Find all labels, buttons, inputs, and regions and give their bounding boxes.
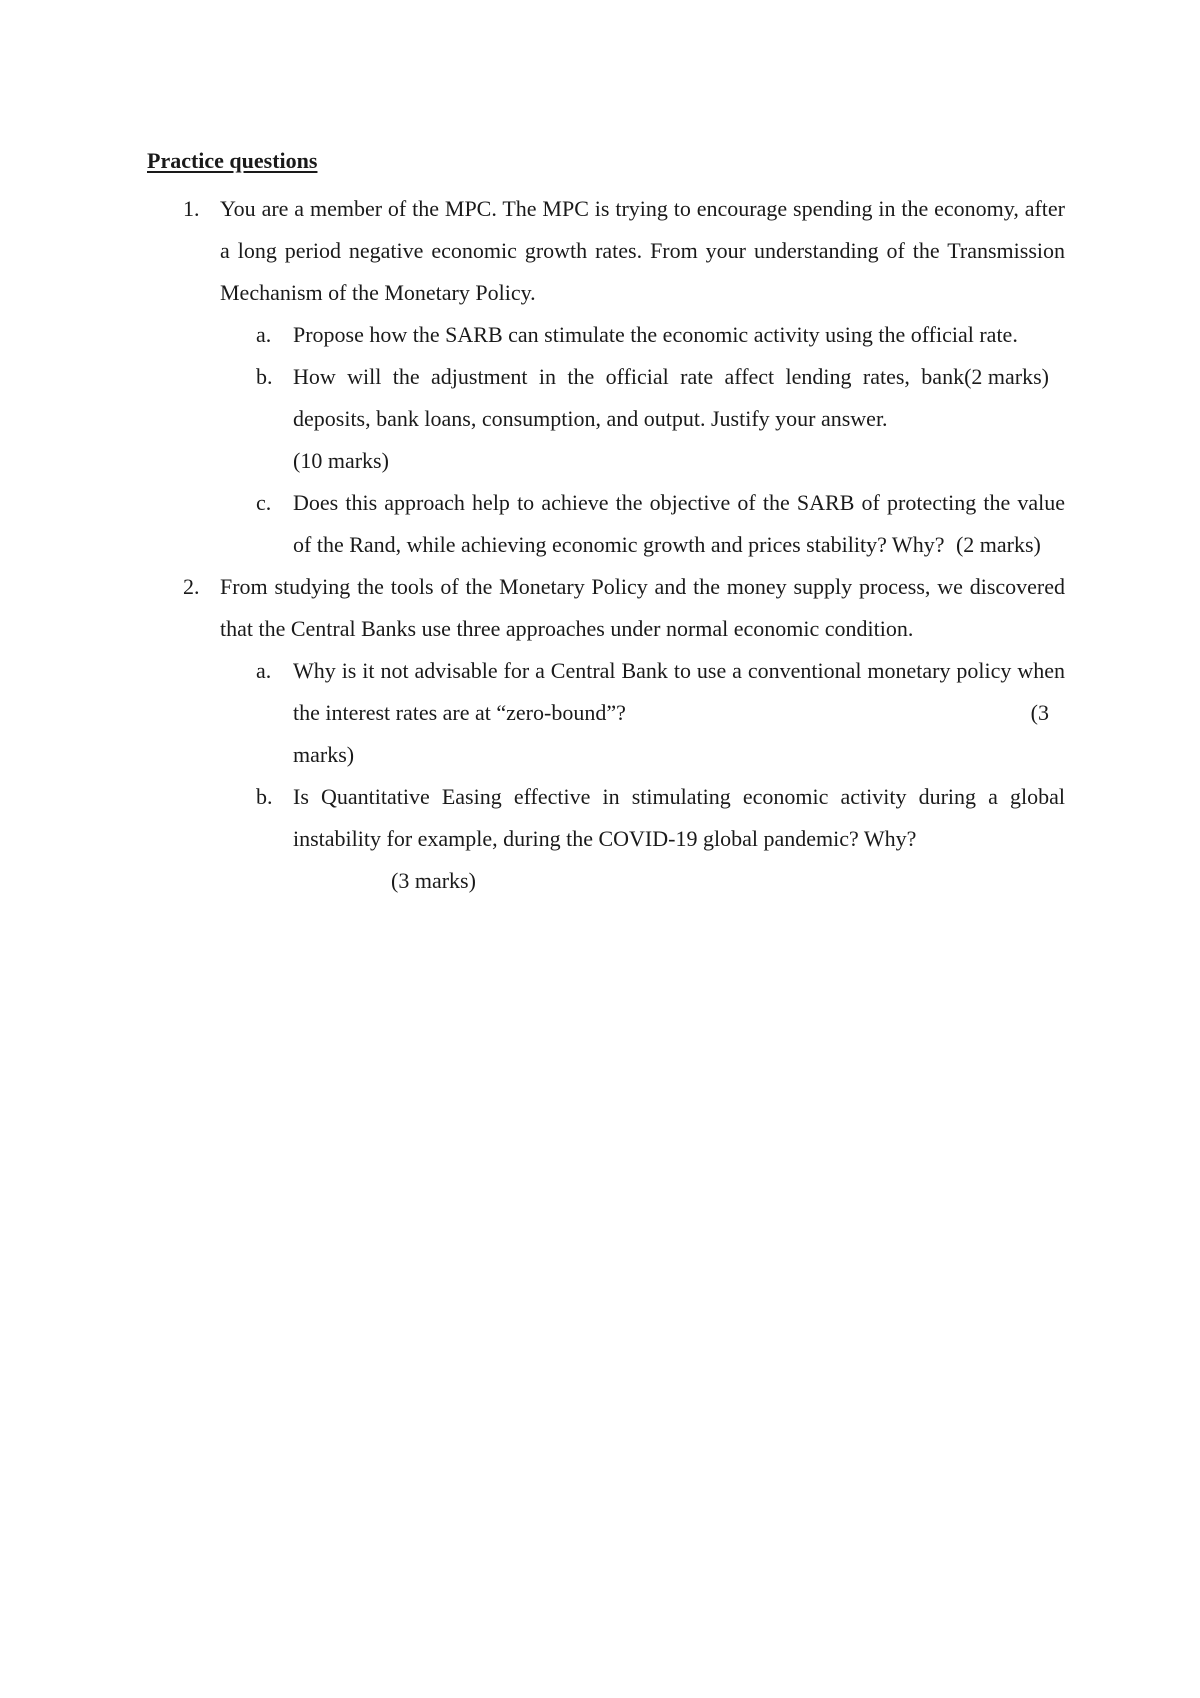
sub-question-1b: [220, 356, 1065, 482]
question-number: 1.: [183, 196, 200, 221]
sub-question-body: [293, 776, 1065, 902]
sub-question-letter: b.: [256, 364, 273, 389]
sub-question-text: Is Quantitative Easing effective in stimulating economic activity during a global instability for example, during the COVID-19 global pandemic? Why?: [293, 784, 1065, 851]
question-list: [147, 188, 1065, 902]
sub-question-body: [293, 356, 1065, 482]
marks-label-end: marks): [293, 742, 355, 767]
sub-question-1a: [220, 314, 1065, 389]
marks-label: (3 marks): [391, 868, 476, 893]
document-content: [147, 146, 1065, 902]
sub-question-letter: c.: [256, 490, 272, 515]
sub-question-2a: [220, 650, 1065, 776]
sub-question-text: How will the adjustment in the official rate affect lending rates, bank deposits, bank loans, consumption, and output. Justify your answer.: [293, 364, 965, 431]
sub-question-list: [220, 314, 1065, 566]
marks-label: (10 marks): [293, 448, 389, 473]
sub-question-letter: a.: [256, 658, 272, 683]
marks-label: (2 marks): [955, 532, 1041, 557]
sub-question-2b: [220, 776, 1065, 902]
question-text: You are a member of the MPC. The MPC is trying to encourage spending in the economy, after a long period negative economic growth rates. From your understanding of the Transmission Mechanism of the Monetary Policy.: [220, 196, 1065, 305]
sub-question-text: Why is it not advisable for a Central Bank to use a conventional monetary policy when the interest rates are at “zero-bound”?: [293, 658, 1065, 725]
question-text: From studying the tools of the Monetary Policy and the money supply process, we discovered that the Central Banks use three approaches under normal economic condition.: [220, 574, 1065, 641]
sub-question-body: [293, 482, 1065, 566]
question-2: [147, 566, 1065, 902]
sub-question-text: Does this approach help to achieve the objective of the SARB of protecting the value of the Rand, while achieving economic growth and prices stability? Why?: [293, 490, 1065, 557]
sub-question-1c: [220, 482, 1065, 566]
question-1: [147, 188, 1065, 566]
marks-label-start: (3: [1030, 700, 1049, 725]
sub-question-text: Propose how the SARB can stimulate the economic activity using the official rate.: [293, 322, 1018, 347]
sub-question-body: [293, 314, 1065, 389]
marks-label: (2 marks): [964, 364, 1049, 389]
sub-question-list: [220, 650, 1065, 902]
question-number: 2.: [183, 574, 200, 599]
sub-question-body: [293, 650, 1065, 776]
sub-question-letter: b.: [256, 784, 273, 809]
sub-question-letter: a.: [256, 322, 272, 347]
page-title: Practice questions: [147, 148, 318, 173]
